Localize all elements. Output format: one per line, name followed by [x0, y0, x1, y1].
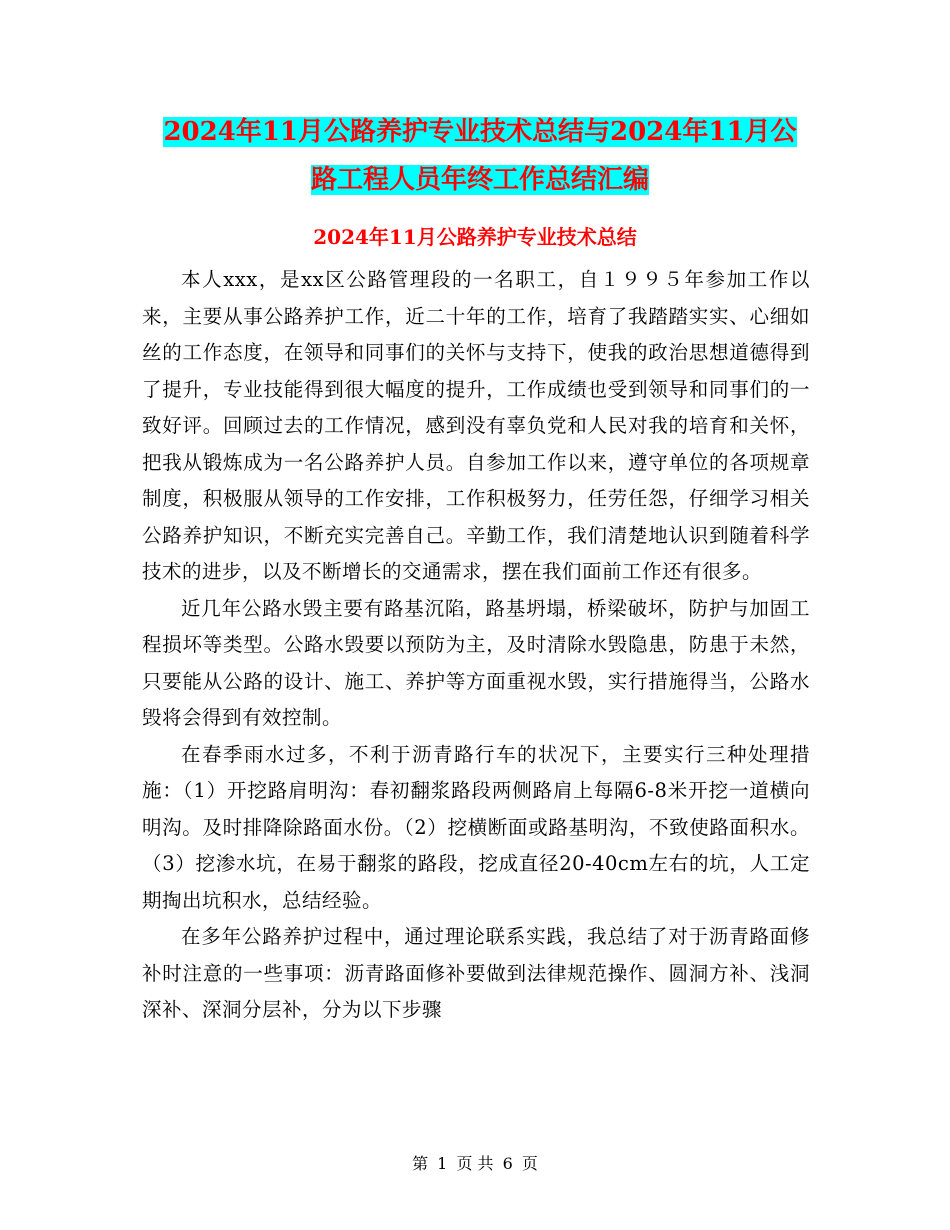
- document-body: [142, 262, 810, 1029]
- paragraph-2: 近几年公路水毁主要有路基沉陷，路基坍塌，桥梁破坏，防护与加固工程损坏等类型。公路水毁要以预防为主，及时清除水毁隐患，防患于未然，只要能从公路的设计、施工、养护等方面重视水毁，实行措施得当，公路水毁将会得到有效控制。: [142, 596, 810, 729]
- document-title-line-1: 2024年11月公路养护专业技术总结与2024年11月公: [163, 117, 797, 147]
- page-footer: [0, 1152, 950, 1176]
- footer-page-total: 6: [502, 1154, 513, 1173]
- footer-page-current: 1: [437, 1154, 448, 1173]
- paragraph-3: 在春季雨水过多，不利于沥青路行车的状况下，主要实行三种处理措施：（1）开挖路肩明沟：春初翻浆路段两侧路肩上每隔6-8米开挖一道横向明沟。及时排降除路面水份。（2）挖横断面或路基明沟，不致使路面积水。（3）挖渗水坑，在易于翻浆的路段，挖成直径20-40cm左右的坑，人工定期掏出坑积水，总结经验。: [142, 742, 810, 912]
- document-title-line-2: 路工程人员年终工作总结汇编: [310, 165, 649, 195]
- section-title: 2024年11月公路养护专业技术总结: [313, 225, 637, 249]
- footer-prefix: 第: [412, 1154, 429, 1173]
- paragraph-1: 本人xxx，是xx区公路管理段的一名职工，自１９９５年参加工作以来，主要从事公路养护工作，近二十年的工作，培育了我踏踏实实、心细如丝的工作态度，在领导和同事们的关怀与支持下，使我的政治思想道德得到了提升，专业技能得到很大幅度的提升，工作成绩也受到领导和同事们的一致好评。回顾过去的工作情况，感到没有辜负党和人民对我的培育和关怀，把我从锻炼成为一名公路养护人员。自参加工作以来，遵守单位的各项规章制度，积极服从领导的工作安排，工作积极努力，任劳任怨，仔细学习相关公路养护知识，不断充实完善自己。辛勤工作，我们清楚地认识到随着科学技术的进步，以及不断增长的交通需求，摆在我们面前工作还有很多。: [142, 268, 810, 583]
- document-title: [140, 108, 820, 204]
- paragraph-4: 在多年公路养护过程中，通过理论联系实践，我总结了对于沥青路面修补时注意的一些事项：沥青路面修补要做到法律规范操作、圆洞方补、浅洞深补、深洞分层补，分为以下步骤: [142, 925, 810, 1021]
- footer-suffix: 页: [521, 1154, 538, 1173]
- footer-mid: 页 共: [456, 1154, 494, 1173]
